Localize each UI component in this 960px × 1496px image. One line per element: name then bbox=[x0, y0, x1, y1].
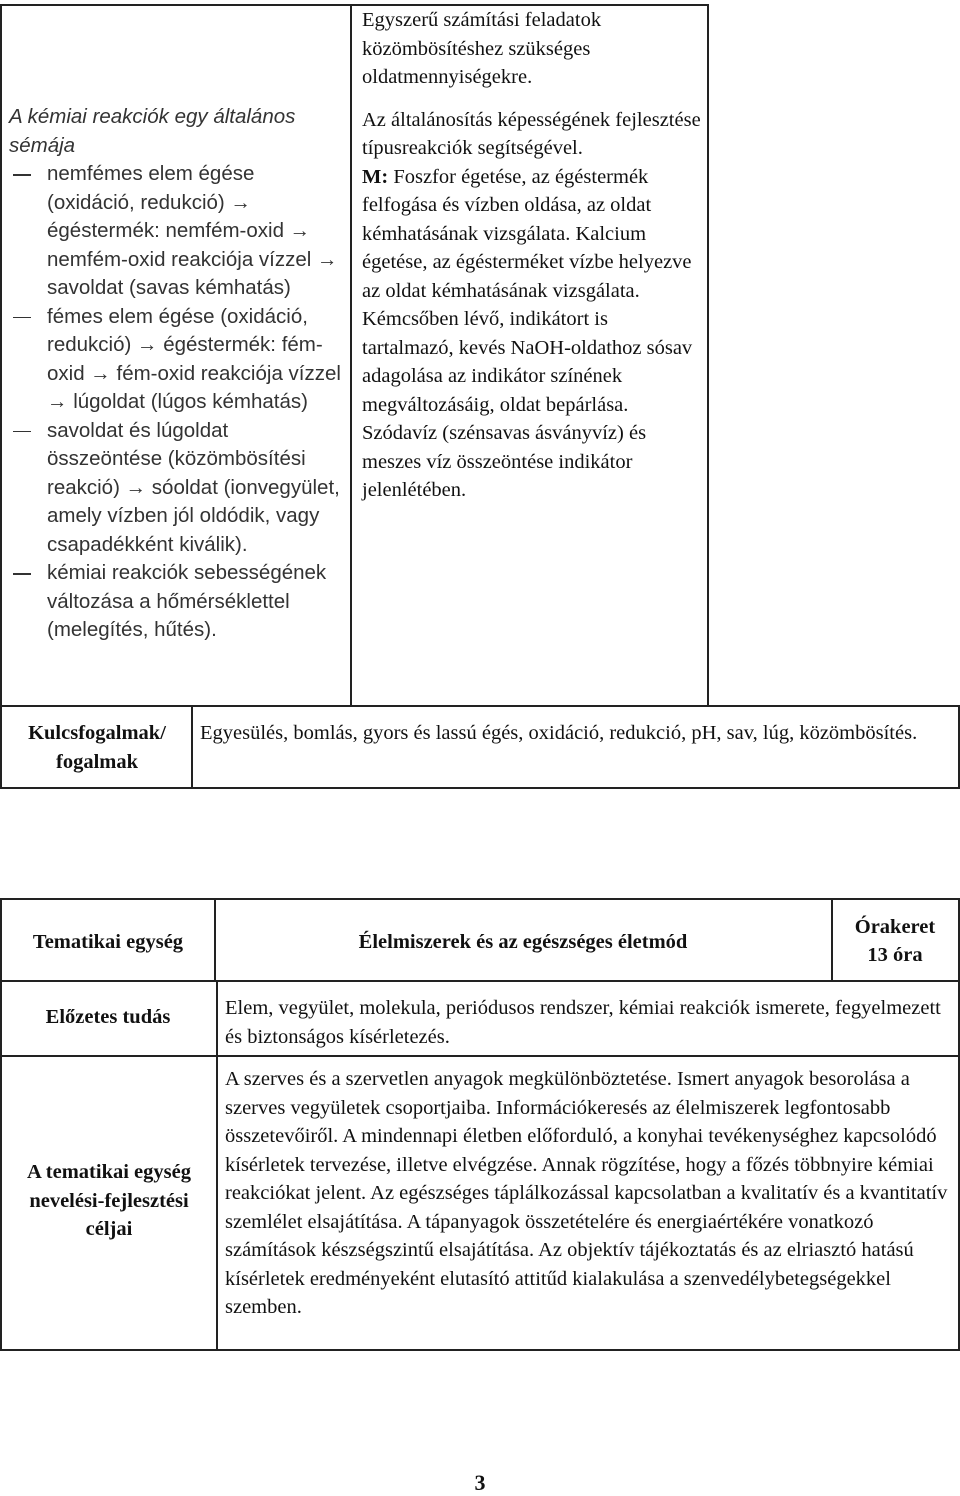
general-scheme-title: A kémiai reakciók egy általános sémája bbox=[9, 105, 296, 157]
t1-border-bottom bbox=[0, 787, 960, 789]
calc-tasks-text: Egyszerű számítási feladatok közömbösítéshez szükséges oldatmennyiségekre. bbox=[362, 9, 602, 88]
prior-knowledge-text: Elem, vegyület, molekula, periódusos rendszer, kémiai reakciók ismerete, fegyelmezett és biztonságos kísérletezés. bbox=[225, 997, 941, 1048]
thematic-unit-title: Élelmiszerek és az egészséges életmód bbox=[358, 931, 688, 953]
t1-col-divider bbox=[350, 4, 352, 706]
list-item: fémes elem égése (oxidáció, redukció) → égéstermék: fém-oxid → fém-oxid reakciója vízzel → lúgoldat (lúgos kémhatás) bbox=[9, 303, 347, 417]
t2-border-left bbox=[0, 898, 2, 1350]
m-label: M: bbox=[362, 165, 389, 188]
hours-value: 13 óra bbox=[867, 944, 923, 966]
t2-prior-bottom bbox=[0, 1055, 960, 1057]
hours-label: Órakeret bbox=[854, 916, 936, 938]
general-scheme-list bbox=[9, 160, 347, 645]
t2-header-bottom bbox=[0, 980, 960, 982]
t1-border-left bbox=[0, 4, 2, 788]
key-concepts-text: Egyesülés, bomlás, gyors és lassú égés, oxidáció, redukció, pH, sav, lúg, közömbösítés. bbox=[200, 722, 918, 744]
page-number: 3 bbox=[474, 1470, 486, 1495]
t2-border-top bbox=[0, 898, 960, 900]
goals-text: A szerves és a szervetlen anyagok megkülönböztetése. Ismert anyagok besorolása a szerves vegyületek csoportjaiba. Információkeresés az élelmiszerek legfontosabb összetevőiről. A mindennapi életben előforduló, a konyhai tevékenységhez kapcsolódó kísérletek tervezése, illetve elvégzése. Annak rögzítése, hogy a főzés többnyire kémiai reakciókat jelent. Az egészséges táplálkozással kapcsolatban a kvalitatív és a kvantitatív szemlélet elsajátítása. A tápanyagok összetételére és energiaértékére vonatkozó számítások készségszintű elsajátítása. Az objektív tájékoztatás és az elriasztó hatású kísérletek eredményeként elutasító attitűd kialakulása a szenvedélybetegségekkel szemben. bbox=[225, 1068, 948, 1318]
experiments-text bbox=[362, 163, 704, 505]
key-concepts-label: Kulcsfogalmak/ fogalmak bbox=[28, 722, 166, 773]
list-item: nemfémes elem égése (oxidáció, redukció) → égéstermék: nemfém-oxid → nemfém-oxid reakciója vízzel → savoldat (savas kémhatás) bbox=[9, 160, 347, 303]
t2-border-bottom bbox=[0, 1349, 960, 1351]
t1-right-edge bbox=[707, 4, 709, 706]
t2-border-right bbox=[958, 898, 960, 1350]
prior-knowledge-label: Előzetes tudás bbox=[45, 1006, 171, 1028]
t1-key-divider bbox=[191, 705, 193, 788]
general-scheme-cell bbox=[9, 103, 347, 645]
generalization-text: Az általánosítás képességének fejlesztése típusreakciók segítségével. bbox=[362, 108, 701, 159]
goals-label: A tematikai egység nevelési-fejlesztési céljai bbox=[27, 1161, 191, 1240]
list-item: savoldat és lúgoldat összeöntése (közömbösítési reakció) → sóoldat (ionvegyület, amely vízben jól oldódik, vagy csapadékként kiválik). bbox=[9, 417, 347, 560]
activities-cell bbox=[362, 6, 704, 505]
t2-label-col bbox=[216, 980, 218, 1350]
thematic-unit-label: Tematikai egység bbox=[32, 931, 184, 953]
experiments-body: Foszfor égetése, az égéstermék felfogása és vízben oldása, az oldat kémhatásának vizsgálata. Kalcium égetése, az égésterméket vízbe helyezve az oldat kémhatásának vizsgálata. Kémcsőben lévő, indikátort is tartalmazó, kevés NaOH-oldathoz sósav adagolása az indikátor színének megváltozásáig, oldat bepárlása. Szódavíz (szénsavas ásványvíz) és meszes víz összeöntése indikátor jelenlétében. bbox=[362, 165, 693, 501]
t1-key-right bbox=[958, 705, 960, 788]
t1-row-divider bbox=[0, 705, 960, 707]
list-item: kémiai reakciók sebességének változása a hőmérséklettel (melegítés, hűtés). bbox=[9, 559, 347, 645]
